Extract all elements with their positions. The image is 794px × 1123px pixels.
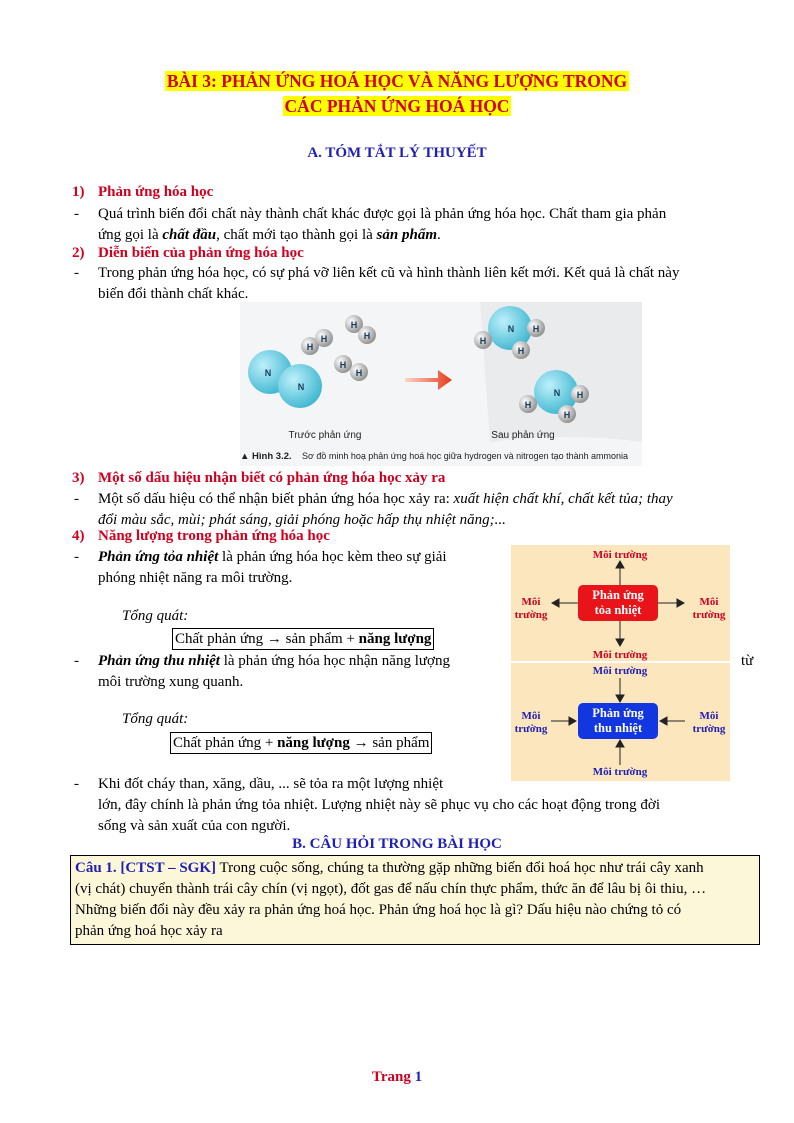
atom-label: N [507,324,515,334]
heading-4-num: 4) [72,528,85,544]
endo-definition: - Phản ứng thu nhiệt là phản ứng hóa học nhận năng lượng môi trường xung quanh. [74,653,450,690]
atom-label: H [524,400,532,410]
env-label-bottom: Môi trường [592,766,648,778]
question-1-line-2: (vị chát) chuyển thành trái cây chín (vị ngọt), đốt gas để nấu chín thực phẩm, thức ăn để lâu bị ôi thiu, … [75,881,707,897]
before-label: Trước phản ứng [288,430,362,441]
term-exothermic: Phản ứng tỏa nhiệt [98,549,219,565]
exothermic-box: Phản ứng tỏa nhiệt [578,585,658,621]
atom-label: H [320,334,328,344]
page-num: 1 [414,1069,423,1085]
exo-definition-text-2: phóng nhiệt năng ra môi trường. [98,570,293,586]
paragraph-2-line-b: biến đổi thành chất khác. [98,286,249,302]
paragraph-1-line-a: Quá trình biến đổi chất này thành chất khác được gọi là phản ứng hóa học. Chất tham gia phản [98,206,667,222]
section-a-heading: A. TÓM TẮT LÝ THUYẾT [307,145,487,161]
figure-caption: Sơ đồ minh hoạ phản ứng hoá học giữa hydrogen và nitrogen tạo thành ammonia [302,451,629,462]
env-label-top: Môi trường [592,549,648,561]
general-label-1: Tổng quát: [122,608,189,624]
energy-diagram [511,545,730,781]
paragraph-1-text: ứng gọi là [98,227,163,243]
section-b-heading: B. CÂU HỎI TRONG BÀI HỌC [292,836,502,852]
heading-1-title: Phản ứng hóa học [98,184,214,200]
figure-number: ▲ Hình 3.2. [240,451,292,462]
heading-1-num: 1) [72,184,85,200]
paragraph-3-signs-2: đổi màu sắc, mùi; phát sáng, giải phóng hoặc hấp thụ nhiệt năng;... [98,512,506,528]
atom-label: H [517,346,525,356]
heading-4 [72,528,330,545]
endo-definition-text-2: môi trường xung quanh. [98,674,244,690]
question-1-line-4: phản ứng hoá học xảy ra [75,923,223,939]
paragraph-1: - Quá trình biến đổi chất này thành chất khác được gọi là phản ứng hóa học. Chất tham gia phản ứng gọi là chất đầu, chất mới tạo thành gọi là sản phẩm. [74,206,667,243]
endo-formula-product: → sản phẩm [349,735,430,751]
env-label-mid-red: Môi trường [592,649,648,661]
paragraph-3-text: Một số dấu hiệu có thể nhận biết phản ứng hóa học xảy ra: [98,491,454,507]
after-label: Sau phản ứng [491,430,555,441]
example-paragraph: - Khi đốt cháy than, xăng, dầu, ... sẽ tỏa ra một lượng nhiệt lớn, đây chính là phản ứng tỏa nhiệt. Lượng nhiệt này sẽ phục vụ cho các hoạt động trong đời sống và sản xuất của con người. [74,776,661,834]
exo-formula-energy: năng lượng [358,631,432,647]
atom-label: H [479,336,487,346]
question-1-box [70,855,760,945]
paragraph-3-signs: xuất hiện chất khí, chất kết tủa; thay [453,491,673,507]
paragraph-2: - Trong phản ứng hóa học, có sự phá vỡ liên kết cũ và hình thành liên kết mới. Kết quả là chất này biến đổi thành chất khác. [74,265,680,302]
question-1-line-3: Những biến đổi này đều xảy ra phản ứng hoá học. Phản ứng hoá học là gì? Dấu hiệu nào chứng tỏ có [75,902,682,918]
env-label-mid-blue: Môi trường [592,665,648,677]
title-line-2: CÁC PHẢN ỨNG HOÁ HỌC [284,96,510,116]
atom-label: H [532,324,540,334]
endo-definition-text: là phản ứng hóa học nhận năng lượng [219,653,450,669]
general-label-2: Tổng quát: [122,711,189,727]
term-endothermic: Phản ứng thu nhiệt [98,653,220,669]
exo-formula-text: Chất phản ứng → sản phẩm + [175,631,359,647]
term-chat-dau: chất đầu [162,227,217,243]
atom-label: H [355,368,363,378]
exo-formula [172,628,434,650]
heading-1 [72,184,214,201]
paragraph-1-text-2: , chất mới tạo thành gọi là [216,227,377,243]
atom-label: N [264,368,272,378]
question-1-label: Câu 1. [CTST – SGK] [75,860,217,876]
atom-label: N [297,382,305,392]
heading-3-num: 3) [72,470,85,486]
paragraph-2-line-a: Trong phản ứng hóa học, có sự phá vỡ liên kết cũ và hình thành liên kết mới. Kết quả là chất này [98,265,680,281]
lesson-title [0,69,794,119]
endothermic-box: Phản ứng thu nhiệt [578,703,658,739]
example-line-c: sống và sản xuất của con người. [98,818,291,834]
page-number [0,1069,794,1086]
endo-formula-energy: năng lượng [277,735,350,751]
atom-label: N [553,388,561,398]
atom-label: H [350,320,358,330]
exo-definition: - Phản ứng tỏa nhiệt là phản ứng hóa học kèm theo sự giải phóng nhiệt năng ra môi trường. [74,549,447,586]
atom-label: H [563,410,571,420]
heading-4-title: Năng lượng trong phản ứng hóa học [98,528,330,544]
env-label-left-blue: Môi trường [514,710,548,735]
title-line-1: BÀI 3: PHẢN ỨNG HOÁ HỌC VÀ NĂNG LƯỢNG TRONG [166,71,628,91]
term-san-pham: sản phẩm [376,227,437,243]
env-label-right-blue: Môi trường [692,710,726,735]
atom-label: H [306,342,314,352]
heading-3 [72,470,446,487]
example-line-b: lớn, đây chính là phản ứng tỏa nhiệt. Lượng nhiệt này sẽ phục vụ cho các hoạt động trong đời [98,797,661,813]
page-label: Trang [371,1069,415,1085]
heading-2-num: 2) [72,245,85,261]
endo-formula-text: Chất phản ứng + [173,735,278,751]
endo-definition-tu: từ [741,653,754,669]
endo-formula [170,732,432,754]
heading-2-title: Diễn biến của phản ứng hóa học [98,245,304,261]
exo-definition-text: là phản ứng hóa học kèm theo sự giải [218,549,447,565]
heading-2 [72,245,304,262]
env-label-right: Môi trường [692,596,726,621]
env-label-left: Môi trường [514,596,548,621]
atom-label: H [339,360,347,370]
heading-3-title: Một số dấu hiệu nhận biết có phản ứng hóa học xảy ra [98,470,446,486]
paragraph-3: - Một số dấu hiệu có thể nhận biết phản ứng hóa học xảy ra: xuất hiện chất khí, chất kết tủa; thay đổi màu sắc, mùi; phát sáng, giải phóng hoặc hấp thụ nhiệt năng;... [74,491,673,528]
atom-label: H [363,331,371,341]
atom-label: H [576,390,584,400]
example-line-a: Khi đốt cháy than, xăng, dầu, ... sẽ tỏa ra một lượng nhiệt [98,776,444,792]
reaction-figure [240,302,642,466]
paragraph-1-end: . [437,227,441,243]
question-1-line-1: Trong cuộc sống, chúng ta thường gặp những biến đổi hoá học như trái cây xanh [216,860,704,876]
